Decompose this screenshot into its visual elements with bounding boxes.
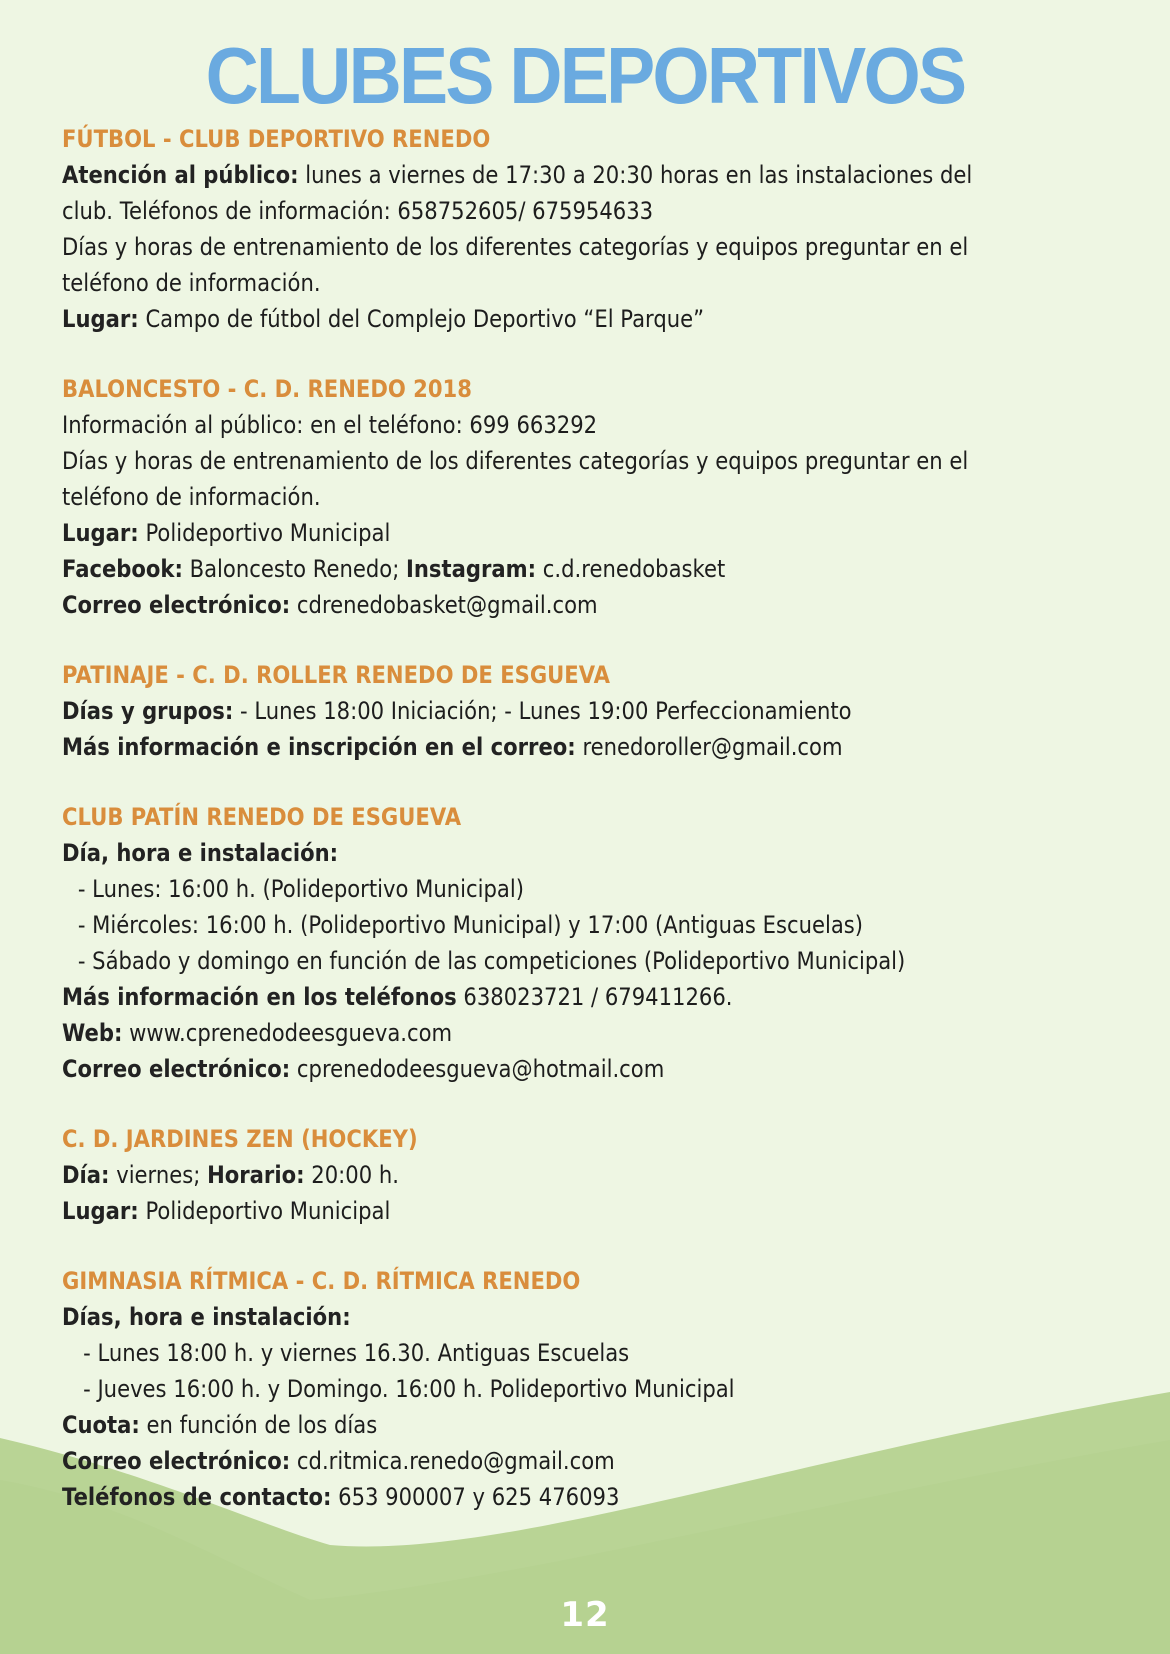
section-heading: GIMNASIA RÍTMICA - C. D. RÍTMICA RENEDO xyxy=(62,1267,581,1295)
field-value: Baloncesto Renedo; xyxy=(182,555,407,583)
section-heading: FÚTBOL - CLUB DEPORTIVO RENEDO xyxy=(62,125,491,153)
info-line: teléfono de información. xyxy=(62,483,321,511)
field-label: Instagram: xyxy=(406,555,537,583)
field-label: Lugar: xyxy=(62,1197,139,1225)
info-line xyxy=(62,1479,995,1515)
field-label: Día: xyxy=(62,1161,110,1189)
section-heading: PATINAJE - C. D. ROLLER RENEDO DE ESGUEVA xyxy=(62,661,611,689)
field-label: Facebook: xyxy=(62,555,183,583)
info-line xyxy=(62,835,995,871)
page-title: CLUBES DEPORTIVOS xyxy=(205,31,965,120)
info-line xyxy=(62,1299,995,1335)
email-value: cd.ritmica.renedo@gmail.com xyxy=(290,1447,615,1475)
field-value: c.d.renedobasket xyxy=(536,555,726,583)
schedule-item: - Lunes 18:00 h. y viernes 16.30. Antiguas Escuelas xyxy=(83,1339,630,1367)
info-line xyxy=(62,1407,995,1443)
field-value: en función de los días xyxy=(139,1411,378,1439)
field-label: Horario: xyxy=(207,1161,305,1189)
field-label: Días, hora e instalación: xyxy=(62,1303,351,1331)
section-heading: BALONCESTO - C. D. RENEDO 2018 xyxy=(62,375,472,403)
schedule-item: - Miércoles: 16:00 h. (Polideportivo Municipal) y 17:00 (Antiguas Escuelas) xyxy=(77,911,864,939)
field-value: 20:00 h. xyxy=(304,1161,399,1189)
section-club-patin xyxy=(62,799,1122,1087)
info-line xyxy=(62,979,995,1015)
field-value: Polideportivo Municipal xyxy=(138,519,391,547)
info-line xyxy=(62,1157,995,1193)
email-value: renedoroller@gmail.com xyxy=(575,733,843,761)
field-label: Lugar: xyxy=(62,305,139,333)
field-value: viernes; xyxy=(109,1161,208,1189)
schedule-item: - Sábado y domingo en función de las competiciones (Polideportivo Municipal) xyxy=(77,947,906,975)
section-ritmica xyxy=(62,1263,1122,1515)
field-label: Lugar: xyxy=(62,519,139,547)
field-value: Campo de fútbol del Complejo Deportivo “El Parque” xyxy=(138,305,705,333)
info-line xyxy=(62,1015,995,1051)
field-label: Más información en los teléfonos xyxy=(62,983,457,1011)
section-hockey xyxy=(62,1121,1122,1229)
field-label: Web: xyxy=(62,1019,123,1047)
field-value: Polideportivo Municipal xyxy=(138,1197,391,1225)
info-line: Días y horas de entrenamiento de los diferentes categorías y equipos preguntar en el xyxy=(62,447,969,475)
email-value: cdrenedobasket@gmail.com xyxy=(290,591,598,619)
section-baloncesto xyxy=(62,371,1122,623)
info-line xyxy=(62,551,995,587)
info-line xyxy=(62,729,995,765)
info-line: Días y horas de entrenamiento de los diferentes categorías y equipos preguntar en el xyxy=(62,233,969,261)
field-value: - Lunes 18:00 Iniciación; - Lunes 19:00 Perfeccionamiento xyxy=(233,697,852,725)
field-label: Día, hora e instalación: xyxy=(62,839,339,867)
info-line xyxy=(62,157,995,193)
schedule-item: - Lunes: 16:00 h. (Polideportivo Municipal) xyxy=(77,875,524,903)
info-line xyxy=(62,1443,995,1479)
field-label: Atención al público: xyxy=(62,161,299,189)
field-label: Correo electrónico: xyxy=(62,591,291,619)
email-value: cprenedodeesgueva@hotmail.com xyxy=(290,1055,665,1083)
info-line xyxy=(62,515,995,551)
field-label: Correo electrónico: xyxy=(62,1447,291,1475)
info-line: club. Teléfonos de información: 658752605/ 675954633 xyxy=(62,197,654,225)
field-label: Teléfonos de contacto: xyxy=(62,1483,332,1511)
section-patinaje xyxy=(62,657,1122,765)
section-heading: CLUB PATÍN RENEDO DE ESGUEVA xyxy=(62,803,462,831)
page-number: 12 xyxy=(560,1595,610,1635)
content xyxy=(62,121,1122,1549)
field-label: Más información e inscripción en el correo: xyxy=(62,733,576,761)
field-label: Correo electrónico: xyxy=(62,1055,291,1083)
field-label: Días y grupos: xyxy=(62,697,234,725)
field-value: lunes a viernes de 17:30 a 20:30 horas en las instalaciones del xyxy=(298,161,973,189)
web-value: www.cprenedodeesgueva.com xyxy=(122,1019,453,1047)
section-futbol xyxy=(62,121,1122,337)
info-line xyxy=(62,1051,995,1087)
section-heading: C. D. JARDINES ZEN (HOCKEY) xyxy=(62,1125,418,1153)
info-line xyxy=(62,587,995,623)
info-line xyxy=(62,693,995,729)
info-line: teléfono de información. xyxy=(62,269,321,297)
field-value: 653 900007 y 625 476093 xyxy=(331,1483,620,1511)
info-line: Información al público: en el teléfono: 699 663292 xyxy=(62,411,598,439)
field-value: 638023721 / 679411266. xyxy=(456,983,733,1011)
field-label: Cuota: xyxy=(62,1411,140,1439)
schedule-item: - Jueves 16:00 h. y Domingo. 16:00 h. Polideportivo Municipal xyxy=(83,1375,735,1403)
info-line xyxy=(62,301,995,337)
info-line xyxy=(62,1193,995,1229)
